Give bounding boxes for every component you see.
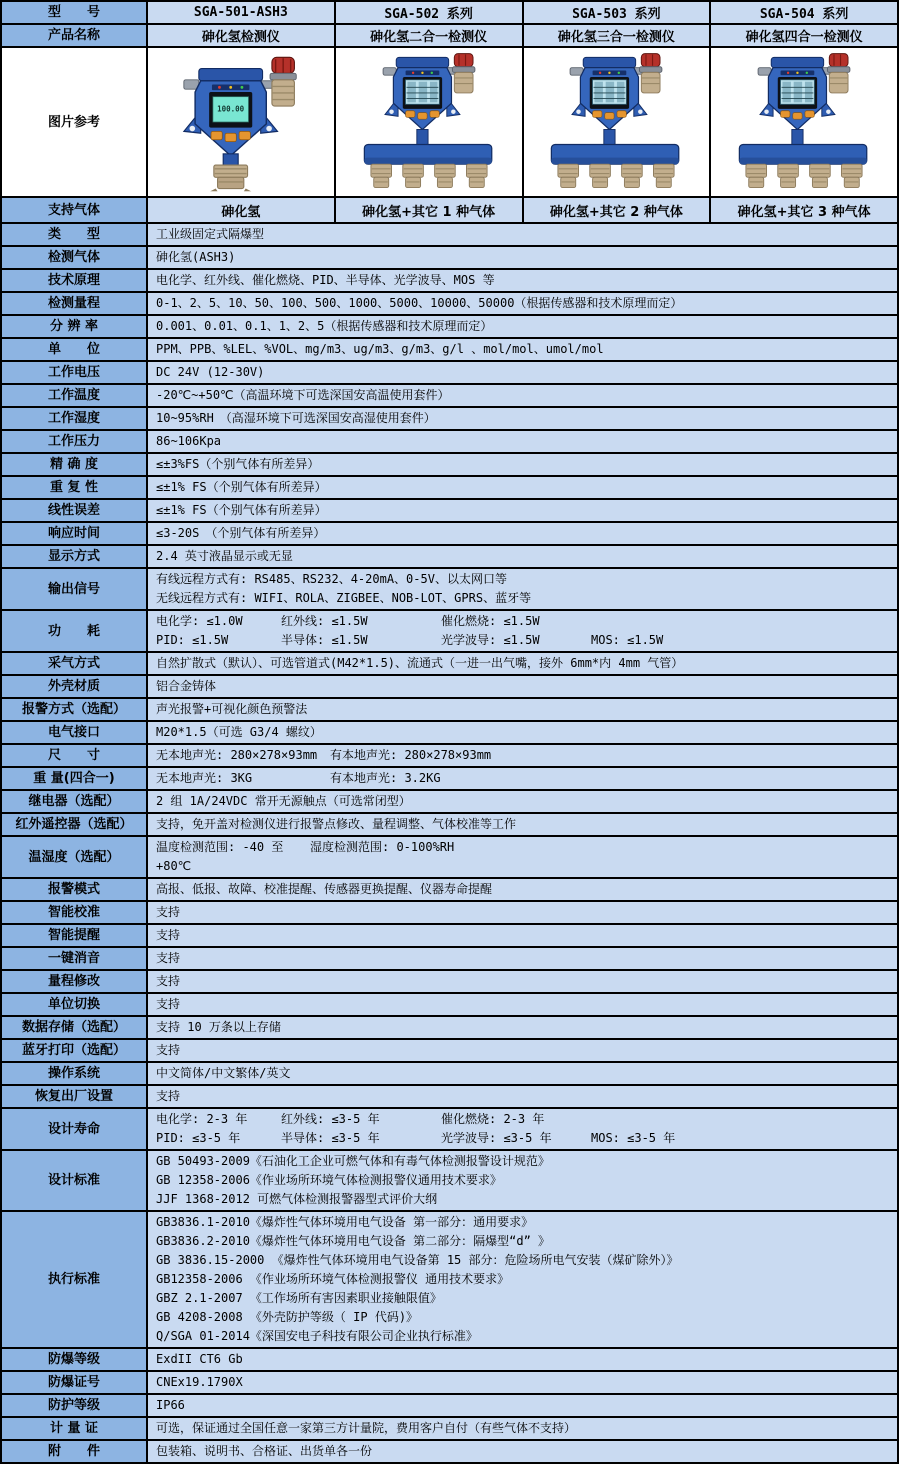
image-reference-row: [2, 48, 897, 198]
row-label: 计 量 证: [2, 1418, 148, 1439]
supported-gas-4: 砷化氢+其它 3 种气体: [711, 198, 897, 222]
row-label: 电气接口: [2, 722, 148, 743]
spec-row: [2, 1395, 897, 1418]
spec-row: [2, 1418, 897, 1441]
value-line: GB 3836.15-2000 《爆炸性气体环境用电气设备第 15 部分：危险场所电气安装（煤矿除外）》: [156, 1253, 679, 1267]
row-label: 采气方式: [2, 653, 148, 674]
row-value: [148, 477, 897, 498]
row-value: [148, 699, 897, 720]
value-segment: 半导体: ≤1.5W: [281, 633, 368, 647]
spec-row: [2, 1349, 897, 1372]
spec-row: [2, 902, 897, 925]
value-line: ≤3-20S （个别气体有所差异）: [156, 526, 326, 540]
row-value: [148, 408, 897, 429]
value-line: 无线远程方式有: WIFI、ROLA、ZIGBEE、NOB-LOT、GPRS、蓝牙等: [156, 591, 532, 605]
row-label: 防护等级: [2, 1395, 148, 1416]
spec-row: [2, 523, 897, 546]
value-line: ExdII CT6 Gb: [156, 1352, 243, 1366]
value-segment: 光学波导: ≤1.5W: [441, 633, 540, 647]
value-line: ≤±1% FS（个别气体有所差异）: [156, 480, 327, 494]
row-value: [148, 722, 897, 743]
spec-row: [2, 994, 897, 1017]
spec-row: [2, 722, 897, 745]
row-value: [148, 1040, 897, 1061]
product-name-3: 砷化氢三合一检测仪: [524, 25, 712, 46]
spec-row: [2, 676, 897, 699]
row-label: 工作电压: [2, 362, 148, 383]
value-line: [156, 746, 897, 765]
product-image-single-detector: [148, 48, 336, 196]
row-label: 数据存储（选配）: [2, 1017, 148, 1038]
row-label: 输出信号: [2, 569, 148, 609]
value-line: 支持，免开盖对检测仪进行报警点修改、量程调整、气体校准等工作: [156, 817, 517, 831]
row-label: 重 复 性: [2, 477, 148, 498]
row-value: [148, 745, 897, 766]
row-label: 蓝牙打印（选配）: [2, 1040, 148, 1061]
value-line: GB3836.2-2010《爆炸性气体环境用电气设备 第二部分：隔爆型“d” 》: [156, 1234, 551, 1248]
row-label: 单 位: [2, 339, 148, 360]
product-image-4in1-detector: [711, 48, 897, 196]
row-label: 智能提醒: [2, 925, 148, 946]
row-label: 温湿度（选配）: [2, 837, 148, 877]
supported-gas-1: 砷化氢: [148, 198, 336, 222]
spec-row: [2, 569, 897, 611]
row-value: [148, 362, 897, 383]
row-label: 外壳材质: [2, 676, 148, 697]
row-label: 响应时间: [2, 523, 148, 544]
value-line: 10~95%RH （高湿环境下可选深国安高湿使用套件）: [156, 411, 436, 425]
image-row-label: 图片参考: [2, 48, 148, 196]
value-line: [156, 838, 897, 876]
row-label: 设计寿命: [2, 1109, 148, 1149]
row-value: [148, 1372, 897, 1393]
row-value: [148, 1349, 897, 1370]
spec-row: [2, 1109, 897, 1151]
spec-row: [2, 477, 897, 500]
quad-detector-image: [340, 49, 518, 195]
value-line: IP66: [156, 1398, 185, 1412]
spec-row: [2, 500, 897, 523]
value-line: 高报、低报、故障、校准提醒、传感器更换提醒、仪器寿命提醒: [156, 882, 493, 896]
row-value: [148, 247, 897, 268]
row-label: 尺 寸: [2, 745, 148, 766]
supported-gas-3: 砷化氢+其它 2 种气体: [524, 198, 712, 222]
spec-row: [2, 247, 897, 270]
row-label: 附 件: [2, 1441, 148, 1462]
value-segment: PID: ≤3-5 年: [156, 1131, 241, 1145]
spec-row: [2, 408, 897, 431]
row-value: [148, 500, 897, 521]
spec-row: [2, 745, 897, 768]
value-line: [156, 1110, 897, 1129]
spec-row: [2, 1212, 897, 1349]
value-segment: PID: ≤1.5W: [156, 633, 229, 647]
value-line: 声光报警+可视化颜色预警法: [156, 702, 308, 716]
value-line: 0-1、2、5、10、50、100、500、1000、5000、10000、50000（根据传感器和技术原理而定）: [156, 296, 683, 310]
value-segment: 催化燃烧: 2-3 年: [441, 1112, 545, 1126]
spec-row: [2, 454, 897, 477]
row-value: [148, 270, 897, 291]
value-line: [156, 769, 897, 788]
spec-row: [2, 293, 897, 316]
value-line: 支持: [156, 951, 181, 965]
row-label: 报警方式（选配）: [2, 699, 148, 720]
row-label: 工作压力: [2, 431, 148, 452]
row-value: [148, 1395, 897, 1416]
row-value: [148, 316, 897, 337]
row-value: [148, 948, 897, 969]
value-segment: 电化学: 2-3 年: [156, 1112, 248, 1126]
row-value: [148, 1418, 897, 1439]
row-label: 工作湿度: [2, 408, 148, 429]
value-line: 包装箱、说明书、合格证、出货单各一份: [156, 1444, 373, 1458]
spec-row: [2, 546, 897, 569]
value-line: 支持: [156, 997, 181, 1011]
model-sga-501: SGA-501-ASH3: [148, 2, 336, 23]
value-line: 2 组 1A/24VDC 常开无源触点（可选常闭型）: [156, 794, 411, 808]
supported-gas-row: [2, 198, 897, 224]
value-line: GB 50493-2009《石油化工企业可燃气体和有毒气体检测报警设计规范》: [156, 1154, 550, 1168]
spec-row: [2, 699, 897, 722]
row-label: 检测量程: [2, 293, 148, 314]
value-line: ≤±3%FS（个别气体有所差异）: [156, 457, 320, 471]
value-line: [156, 1129, 897, 1148]
spec-row: [2, 879, 897, 902]
value-line: PPM、PPB、%LEL、%VOL、mg/m3、ug/m3、g/m3、g/l 、mol/mol、umol/mol: [156, 342, 604, 356]
product-name-label: 产品名称: [2, 25, 148, 46]
row-label: 继电器（选配）: [2, 791, 148, 812]
spec-row: [2, 362, 897, 385]
row-label: 工作温度: [2, 385, 148, 406]
value-segment: 无本地声光: 3KG: [156, 771, 253, 785]
spec-row: [2, 1040, 897, 1063]
quad-detector-image: [527, 49, 705, 195]
row-value: [148, 611, 897, 651]
row-value: [148, 1017, 897, 1038]
row-label: 重 量(四合一): [2, 768, 148, 789]
model-sga-502: SGA-502 系列: [336, 2, 524, 23]
value-line: ≤±1% FS（个别气体有所差异）: [156, 503, 327, 517]
row-value: [148, 837, 897, 877]
value-line: 2.4 英寸液晶显示或无显: [156, 549, 293, 563]
value-line: 支持: [156, 1089, 181, 1103]
row-label: 恢复出厂设置: [2, 1086, 148, 1107]
row-value: [148, 971, 897, 992]
value-segment: MOS: ≤3-5 年: [591, 1131, 676, 1145]
row-label: 技术原理: [2, 270, 148, 291]
row-value: [148, 569, 897, 609]
value-line: GB3836.1-2010《爆炸性气体环境用电气设备 第一部分：通用要求》: [156, 1215, 534, 1229]
value-line: 砷化氢(ASH3): [156, 250, 236, 264]
model-sga-503: SGA-503 系列: [524, 2, 712, 23]
value-line: GB12358-2006 《作业场所环境气体检测报警仪 通用技术要求》: [156, 1272, 510, 1286]
spec-row: [2, 814, 897, 837]
value-line: 支持: [156, 974, 181, 988]
row-value: [148, 431, 897, 452]
row-label: 报警模式: [2, 879, 148, 900]
value-line: 0.001、0.01、0.1、1、2、5（根据传感器和技术原理而定）: [156, 319, 493, 333]
product-name-row: [2, 25, 897, 48]
spec-row: [2, 611, 897, 653]
value-line: JJF 1368-2012 可燃气体检测报警器型式评价大纲: [156, 1192, 438, 1206]
value-line: M20*1.5（可选 G3/4 螺纹）: [156, 725, 322, 739]
row-value: [148, 1151, 897, 1210]
row-label: 精 确 度: [2, 454, 148, 475]
supported-gas-2: 砷化氢+其它 1 种气体: [336, 198, 524, 222]
row-value: [148, 879, 897, 900]
row-value: [148, 385, 897, 406]
row-label: 量程修改: [2, 971, 148, 992]
value-segment: 半导体: ≤3-5 年: [281, 1131, 380, 1145]
value-line: 支持: [156, 928, 181, 942]
value-line: [156, 612, 897, 631]
value-line: GBZ 2.1-2007 《工作场所有害因素职业接触限值》: [156, 1291, 442, 1305]
model-row-label: 型 号: [2, 2, 148, 23]
value-segment: 无本地声光: 280×278×93mm: [156, 748, 318, 762]
value-line: -20℃~+50℃（高温环境下可选深国安高温使用套件）: [156, 388, 450, 402]
value-line: 支持: [156, 1043, 181, 1057]
row-value: [148, 791, 897, 812]
value-segment: 红外线: ≤1.5W: [281, 614, 368, 628]
row-value: [148, 224, 897, 245]
row-value: [148, 994, 897, 1015]
row-label: 类 型: [2, 224, 148, 245]
row-value: [148, 925, 897, 946]
spec-row: [2, 837, 897, 879]
row-label: 线性误差: [2, 500, 148, 521]
model-sga-504: SGA-504 系列: [711, 2, 897, 23]
spec-row: [2, 653, 897, 676]
quad-detector-image: [715, 49, 893, 195]
model-row: [2, 2, 897, 25]
supported-gas-label: 支持气体: [2, 198, 148, 222]
spec-row: [2, 1151, 897, 1212]
row-value: [148, 1086, 897, 1107]
value-segment: 温度检测范围: -40 至+80℃: [156, 840, 284, 873]
row-label: 执行标准: [2, 1212, 148, 1347]
row-label: 检测气体: [2, 247, 148, 268]
value-line: 铝合金铸体: [156, 679, 217, 693]
spec-row: [2, 768, 897, 791]
value-line: 可选，保证通过全国任意一家第三方计量院，费用客户自付（有些气体不支持）: [156, 1421, 577, 1435]
row-value: [148, 1063, 897, 1084]
value-line: [156, 631, 897, 650]
value-line: 86~106Kpa: [156, 434, 222, 448]
product-name-2: 砷化氢二合一检测仪: [336, 25, 524, 46]
value-line: 电化学、红外线、催化燃烧、PID、半导体、光学波导、MOS 等: [156, 273, 495, 287]
row-value: [148, 523, 897, 544]
row-label: 一键消音: [2, 948, 148, 969]
row-label: 智能校准: [2, 902, 148, 923]
value-segment: 有本地声光: 3.2KG: [330, 771, 441, 785]
value-line: Q/SGA 01-2014《深国安电子科技有限公司企业执行标准》: [156, 1329, 478, 1343]
row-label: 防爆等级: [2, 1349, 148, 1370]
value-line: GB 12358-2006《作业场所环境气体检测报警仪通用技术要求》: [156, 1173, 502, 1187]
product-name-1: 砷化氢检测仪: [148, 25, 336, 46]
spec-row: [2, 316, 897, 339]
value-segment: 光学波导: ≤3-5 年: [441, 1131, 552, 1145]
value-line: 支持 10 万条以上存储: [156, 1020, 281, 1034]
row-label: 功 耗: [2, 611, 148, 651]
spec-rows: [2, 224, 897, 1462]
row-value: [148, 676, 897, 697]
product-name-4: 砷化氢四合一检测仪: [711, 25, 897, 46]
row-label: 显示方式: [2, 546, 148, 567]
spec-row: [2, 339, 897, 362]
value-line: GB 4208-2008 《外壳防护等级（ IP 代码)》: [156, 1310, 419, 1324]
single-detector-image: [152, 49, 330, 195]
row-value: [148, 902, 897, 923]
spec-row: [2, 224, 897, 247]
value-line: 工业级固定式隔爆型: [156, 227, 265, 241]
row-value: [148, 339, 897, 360]
value-line: 自然扩散式（默认）、可选管道式(M42*1.5)、流通式（一进一出气嘴，接外 6mm*内 4mm 气管）: [156, 656, 684, 670]
spec-row: [2, 1372, 897, 1395]
product-image-2in1-detector: [336, 48, 524, 196]
row-label: 红外遥控器（选配）: [2, 814, 148, 835]
value-line: 支持: [156, 905, 181, 919]
row-value: [148, 1212, 897, 1347]
spec-row: [2, 431, 897, 454]
value-segment: 有本地声光: 280×278×93mm: [330, 748, 492, 762]
value-segment: 催化燃烧: ≤1.5W: [441, 614, 540, 628]
spec-row: [2, 925, 897, 948]
row-value: [148, 653, 897, 674]
product-image-3in1-detector: [524, 48, 712, 196]
row-label: 分 辨 率: [2, 316, 148, 337]
row-label: 单位切换: [2, 994, 148, 1015]
row-label: 防爆证号: [2, 1372, 148, 1393]
spec-row: [2, 270, 897, 293]
value-segment: MOS: ≤1.5W: [591, 633, 664, 647]
row-value: [148, 1109, 897, 1149]
value-line: DC 24V (12-30V): [156, 365, 265, 379]
row-value: [148, 814, 897, 835]
spec-row: [2, 1441, 897, 1462]
spec-row: [2, 1086, 897, 1109]
value-segment: 红外线: ≤3-5 年: [281, 1112, 380, 1126]
value-segment: 电化学: ≤1.0W: [156, 614, 243, 628]
value-line: 有线远程方式有: RS485、RS232、4-20mA、0-5V、以太网口等: [156, 572, 507, 586]
spec-row: [2, 791, 897, 814]
row-value: [148, 293, 897, 314]
spec-row: [2, 1017, 897, 1040]
value-line: 中文简体/中文繁体/英文: [156, 1066, 291, 1080]
value-line: CNEx19.1790X: [156, 1375, 243, 1389]
spec-row: [2, 971, 897, 994]
row-value: [148, 768, 897, 789]
spec-row: [2, 948, 897, 971]
spec-row: [2, 385, 897, 408]
row-label: 设计标准: [2, 1151, 148, 1210]
row-label: 操作系统: [2, 1063, 148, 1084]
row-value: [148, 454, 897, 475]
row-value: [148, 546, 897, 567]
row-value: [148, 1441, 897, 1462]
value-segment: 湿度检测范围: 0-100%RH: [310, 840, 455, 854]
spec-row: [2, 1063, 897, 1086]
